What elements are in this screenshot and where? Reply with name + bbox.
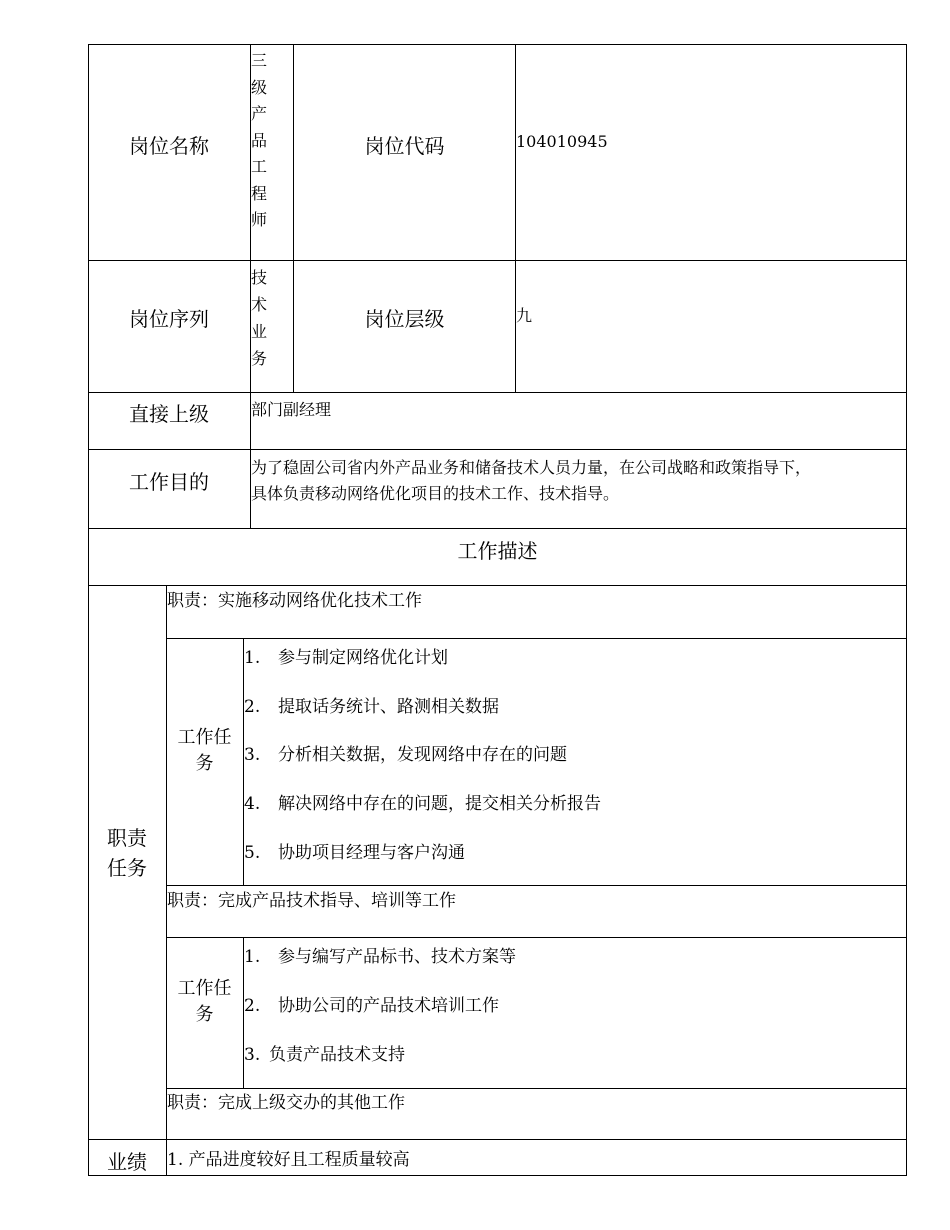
char: 产 [251,104,268,123]
task-text: 协助公司的产品技术培训工作 [278,996,499,1016]
duty-2-task-label [166,976,243,1028]
duty-2-task [244,1040,405,1065]
task-text: 参与编写产品标书、技术方案等 [278,947,516,967]
task-text: 提取话务统计、路测相关数据 [278,697,499,717]
rule [88,449,907,450]
duty-1-task [244,838,465,863]
task-text: 解决网络中存在的问题，提交相关分析报告 [278,794,601,814]
rule [88,1139,907,1140]
char: 程 [251,183,268,203]
work-purpose-line: 具体负责移动网络优化项目的技术工作、技术指导。 [251,484,620,503]
task-number: 4. [244,794,261,814]
position-series-value [251,264,293,372]
label-line: 务 [195,753,214,774]
char: 技 [251,268,268,287]
rule [88,44,907,45]
direct-superior-value: 部门副经理 [251,400,332,419]
char: 品 [251,130,268,150]
label-line: 任务 [107,856,147,880]
char: 工 [251,157,268,176]
label-position-name: 岗位名称 [129,134,209,158]
char: 师 [251,210,268,229]
rule [293,44,294,393]
rule [166,1088,907,1089]
task-number: 2. [244,697,261,717]
duty-1-task [244,789,601,814]
work-purpose-value [251,455,903,507]
rule [166,937,907,938]
work-purpose-line: 为了稳固公司省内外产品业务和储备技术人员力量，在公司战略和政策指导下， [251,458,812,477]
label-direct-superior: 直接上级 [129,402,209,426]
rule [88,260,907,261]
label-performance: 业绩 [107,1150,147,1174]
duty-1-task-label [166,725,243,777]
duty-3-title: 职责：完成上级交办的其他工作 [167,1093,405,1113]
task-text: 协助项目经理与客户沟通 [278,843,465,863]
char: 术 [251,295,268,314]
task-number: 5. [244,843,261,863]
position-name-value [251,48,293,234]
duty-1-task [244,643,448,668]
rule [88,44,89,1176]
char: 三 [251,51,268,70]
duty-1-task [244,692,499,717]
rule [166,585,167,1176]
task-number: 3. [244,745,261,765]
rule [515,44,516,393]
task-number: 1. [244,947,261,967]
position-level-value: 九 [516,306,533,325]
char: 级 [251,77,268,97]
task-number: 2. [244,996,261,1016]
label-position-series: 岗位序列 [129,307,209,331]
duty-1-title: 职责：实施移动网络优化技术工作 [167,591,422,611]
task-number: 3. [244,1045,261,1065]
label-line: 务 [195,1004,214,1025]
performance-item: 1. 产品进度较好且工程质量较高 [167,1150,410,1170]
rule [88,585,907,586]
rule [906,44,907,1176]
position-code-value: 104010945 [516,132,608,151]
task-text: 分析相关数据，发现网络中存在的问题 [278,745,567,765]
label-position-level: 岗位层级 [364,307,445,331]
section-title: 工作描述 [457,539,538,563]
label-line: 职责 [107,826,147,850]
char: 业 [251,322,268,341]
rule [88,392,907,393]
duty-1-task [244,740,567,765]
duty-2-title: 职责：完成产品技术指导、培训等工作 [167,891,456,911]
task-number: 1. [244,648,261,668]
rule [88,528,907,529]
char: 务 [251,349,268,368]
label-position-code: 岗位代码 [364,134,445,158]
task-text: 负责产品技术支持 [269,1045,405,1065]
rule [166,638,907,639]
label-line: 工作任 [177,978,232,999]
duty-2-task [244,942,516,967]
task-text: 参与制定网络优化计划 [278,648,448,668]
label-duties-tasks [88,823,166,883]
rule [166,885,907,886]
duty-2-task [244,991,499,1016]
rule [88,1175,907,1176]
label-work-purpose: 工作目的 [129,470,209,494]
label-line: 工作任 [177,727,232,748]
